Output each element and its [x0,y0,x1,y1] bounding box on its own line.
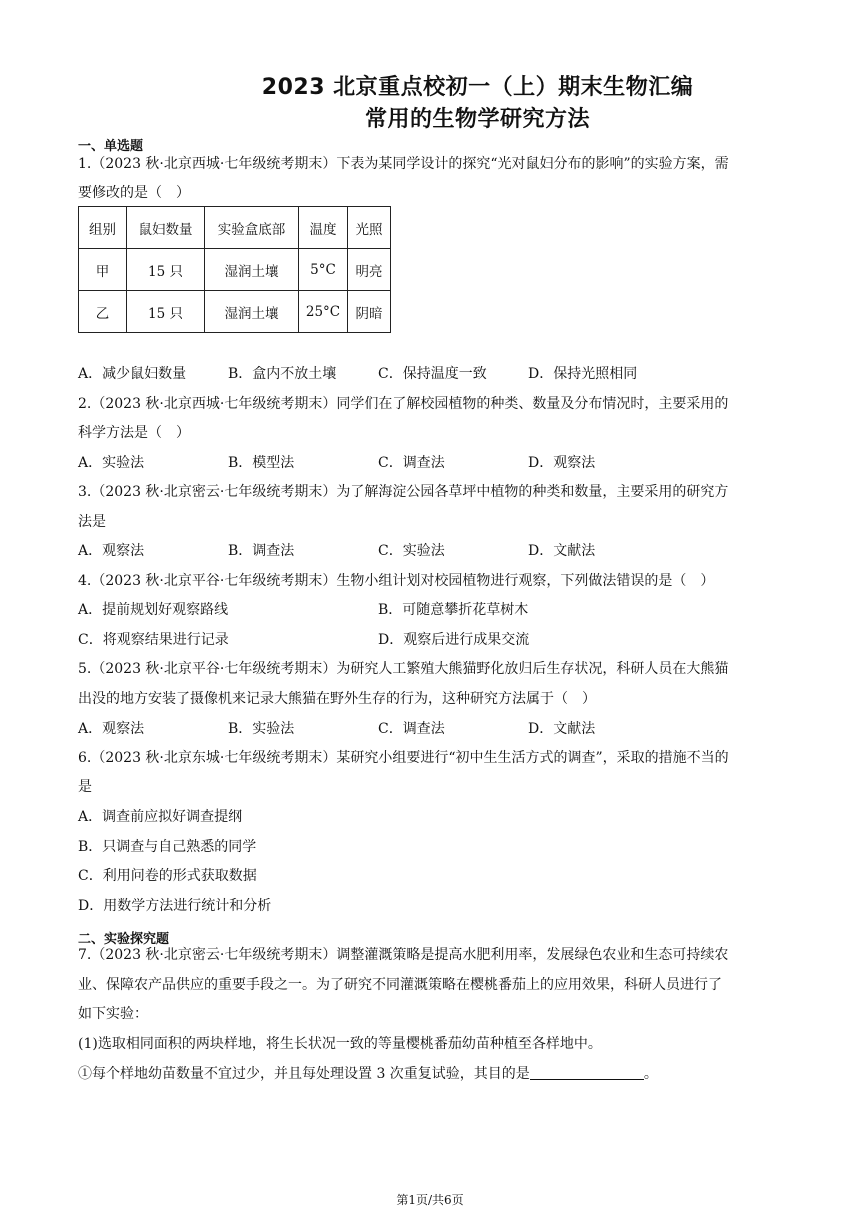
question-6-option-d: D．用数学方法进行统计和分析 [78,898,272,914]
table-cell: 湿润土壤 [205,291,299,333]
question-7-text: 7.（2023 秋·北京密云·七年级统考期末）调整灌溉策略是提高水肥利用率，发展绿色农业和生态可持续农 [78,947,729,963]
question-2-option-c: C．调查法 [378,455,445,471]
question-4-option-b: B．可随意攀折花草树木 [378,602,529,618]
question-3-text-cont: 法是 [78,514,106,530]
question-6-option-a: A．调查前应拟好调查提纲 [78,809,243,825]
table-row [79,291,391,333]
question-5-text-cont: 出没的地方安装了摄像机来记录大熊猫在野外生存的行为，这种研究方法属于（ ） [78,691,596,707]
document-title: 2023 北京重点校初一（上）期末生物汇编 [261,75,694,100]
table-cell: 15 只 [127,291,205,333]
table-row [79,249,391,291]
question-1-option-b: B．盒内不放土壤 [228,366,337,382]
question-3-option-a: A．观察法 [78,543,145,559]
document-subtitle: 常用的生物学研究方法 [364,107,590,132]
table-cell: 阴暗 [348,291,391,333]
section-heading-single-choice: 一、单选题 [78,139,144,154]
answer-blank[interactable] [530,1065,644,1080]
page-footer: 第1页/共6页 [396,1193,464,1207]
question-1-option-c: C．保持温度一致 [378,366,487,382]
table-cell: 15 只 [127,249,205,291]
table-header-cell: 组别 [79,207,127,249]
question-1-option-a: A．减少鼠妇数量 [78,366,187,382]
table-header-cell: 光照 [348,207,391,249]
question-6-option-b: B．只调查与自己熟悉的同学 [78,839,257,855]
question-6-text-cont: 是 [78,779,92,795]
table-cell: 乙 [79,291,127,333]
experiment-table [78,206,391,333]
question-2-option-d: D．观察法 [528,455,596,471]
table-header-cell: 实验盒底部 [205,207,299,249]
question-1-text: 1.（2023 秋·北京西城·七年级统考期末）下表为某同学设计的探究“光对鼠妇分布的影响”的实验方案，需 [78,156,729,172]
question-2-text-cont: 科学方法是（ ） [78,425,190,441]
table-cell: 湿润土壤 [205,249,299,291]
question-3-option-d: D．文献法 [528,543,596,559]
question-6-option-c: C．利用问卷的形式获取数据 [78,868,257,884]
question-4-option-d: D．观察后进行成果交流 [378,632,530,648]
question-5-option-a: A．观察法 [78,721,145,737]
question-1-option-d: D．保持光照相同 [528,366,638,382]
question-5-text: 5.（2023 秋·北京平谷·七年级统考期末）为研究人工繁殖大熊猫野化放归后生存状况，科研人员在大熊猫 [78,661,729,677]
question-4-option-a: A．提前规划好观察路线 [78,602,229,618]
question-7-subpart-1-item [78,1064,778,1084]
question-1-text-cont: 要修改的是（ ） [78,185,190,201]
question-4-text: 4.（2023 秋·北京平谷·七年级统考期末）生物小组计划对校园植物进行观察，下列做法错误的是（ ） [78,573,715,589]
table-cell: 5°C [299,249,348,291]
section-heading-experiment: 二、实验探究题 [78,932,170,947]
table-cell: 甲 [79,249,127,291]
question-5-option-b: B．实验法 [228,721,295,737]
question-2-option-a: A．实验法 [78,455,145,471]
question-7-text-cont: 如下实验： [78,1006,148,1022]
question-3-text: 3.（2023 秋·北京密云·七年级统考期末）为了解海淀公园各草坪中植物的种类和数量，主要采用的研究方 [78,484,729,500]
question-7-prompt: ①每个样地幼苗数量不宜过少，并且每处理设置 3 次重复试验，其目的是 [78,1066,530,1082]
question-7-text-cont: 业、保障农产品供应的重要手段之一。为了研究不同灌溉策略在樱桃番茄上的应用效果，科研人员进行了 [78,977,722,993]
question-2-option-b: B．模型法 [228,455,295,471]
question-3-option-b: B．调查法 [228,543,295,559]
table-cell: 明亮 [348,249,391,291]
question-3-option-c: C．实验法 [378,543,445,559]
question-6-text: 6.（2023 秋·北京东城·七年级统考期末）某研究小组要进行“初中生生活方式的调查”，采取的措施不当的 [78,750,729,766]
table-header-row [79,207,391,249]
question-5-option-c: C．调查法 [378,721,445,737]
question-5-option-d: D．文献法 [528,721,596,737]
question-4-option-c: C．将观察结果进行记录 [78,632,229,648]
table-header-cell: 温度 [299,207,348,249]
question-2-text: 2.（2023 秋·北京西城·七年级统考期末）同学们在了解校园植物的种类、数量及分布情况时，主要采用的 [78,396,729,412]
question-7-subpart-1: (1)选取相同面积的两块样地，将生长状况一致的等量樱桃番茄幼苗种植至各样地中。 [78,1036,602,1052]
table-header-cell: 鼠妇数量 [127,207,205,249]
table-cell: 25°C [299,291,348,333]
question-7-prompt-end: 。 [643,1066,658,1082]
